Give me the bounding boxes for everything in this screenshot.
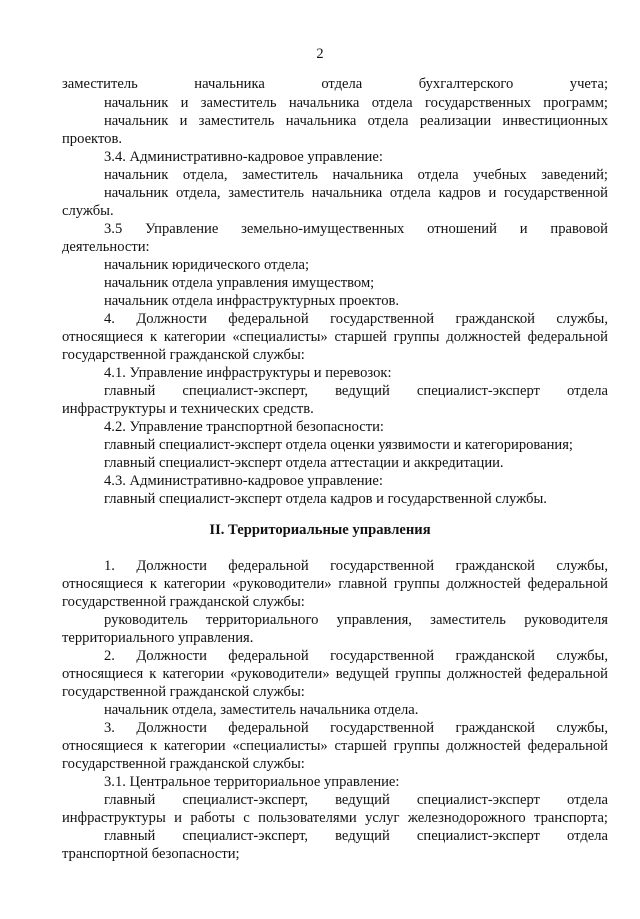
text-line: службы. (62, 203, 114, 219)
text-line: относящиеся к категории «руководители» главной группы должностей федеральной (62, 576, 608, 592)
text-line: государственной гражданской службы: (62, 684, 305, 700)
text-line: проектов. (62, 131, 122, 147)
text-line: 2. Должности федеральной государственной гражданской службы, (104, 648, 608, 664)
text-line: 3.5 Управление земельно-имущественных отношений и правовой (104, 221, 608, 237)
text-line: государственной гражданской службы: (62, 756, 305, 772)
text-line: относящиеся к категории «руководители» ведущей группы должностей федеральной (62, 666, 608, 682)
text-line: главный специалист-эксперт отдела аттестации и аккредитации. (104, 455, 504, 471)
text-line: начальник отдела, заместитель начальника отдела кадров и государственной (104, 185, 608, 201)
text-line: главный специалист-эксперт отдела оценки уязвимости и категорирования; (104, 437, 573, 453)
text-line: начальник и заместитель начальника отдела реализации инвестиционных (104, 113, 608, 129)
text-line: заместитель начальника отдела бухгалтерского учета; (62, 76, 608, 92)
section-heading: II. Территориальные управления (209, 522, 431, 538)
text-line: государственной гражданской службы: (62, 347, 305, 363)
text-line: 4.2. Управление транспортной безопасности: (104, 419, 384, 435)
text-line: главный специалист-эксперт, ведущий специалист-эксперт отдела (104, 792, 608, 808)
text-line: 4.1. Управление инфраструктуры и перевозок: (104, 365, 392, 381)
text-line: начальник отдела инфраструктурных проектов. (104, 293, 400, 309)
text-line: территориального управления. (62, 630, 254, 646)
text-line: относящиеся к категории «специалисты» старшей группы должностей федеральной (62, 738, 608, 754)
text-line: 4. Должности федеральной государственной гражданской службы, (104, 311, 608, 327)
text-line: 3.4. Административно-кадровое управление: (104, 149, 383, 165)
text-line: начальник и заместитель начальника отдела государственных программ; (104, 95, 608, 111)
text-line: инфраструктуры и технических средств. (62, 401, 314, 417)
page-number: 2 (316, 46, 324, 62)
text-line: транспортной безопасности; (62, 846, 240, 862)
text-line: начальник отдела управления имуществом; (104, 275, 375, 291)
text-line: главный специалист-эксперт, ведущий специалист-эксперт отдела (104, 383, 608, 399)
text-line: главный специалист-эксперт, ведущий специалист-эксперт отдела (104, 828, 608, 844)
text-line: главный специалист-эксперт отдела кадров и государственной службы. (104, 491, 547, 507)
text-line: относящиеся к категории «специалисты» старшей группы должностей федеральной (62, 329, 608, 345)
text-line: 1. Должности федеральной государственной гражданской службы, (104, 558, 608, 574)
text-line: деятельности: (62, 239, 150, 255)
text-line: государственной гражданской службы: (62, 594, 305, 610)
text-line: начальник отдела, заместитель начальника отдела. (104, 702, 419, 718)
text-line: начальник юридического отдела; (104, 257, 310, 273)
text-line: 3. Должности федеральной государственной гражданской службы, (104, 720, 608, 736)
text-line: 3.1. Центральное территориальное управление: (104, 774, 400, 790)
text-line: руководитель территориального управления, заместитель руководителя (104, 612, 608, 628)
text-line: инфраструктуры и работы с пользователями услуг железнодорожного транспорта; (62, 810, 608, 826)
text-line: 4.3. Административно-кадровое управление: (104, 473, 383, 489)
text-line: начальник отдела, заместитель начальника отдела учебных заведений; (104, 167, 608, 183)
